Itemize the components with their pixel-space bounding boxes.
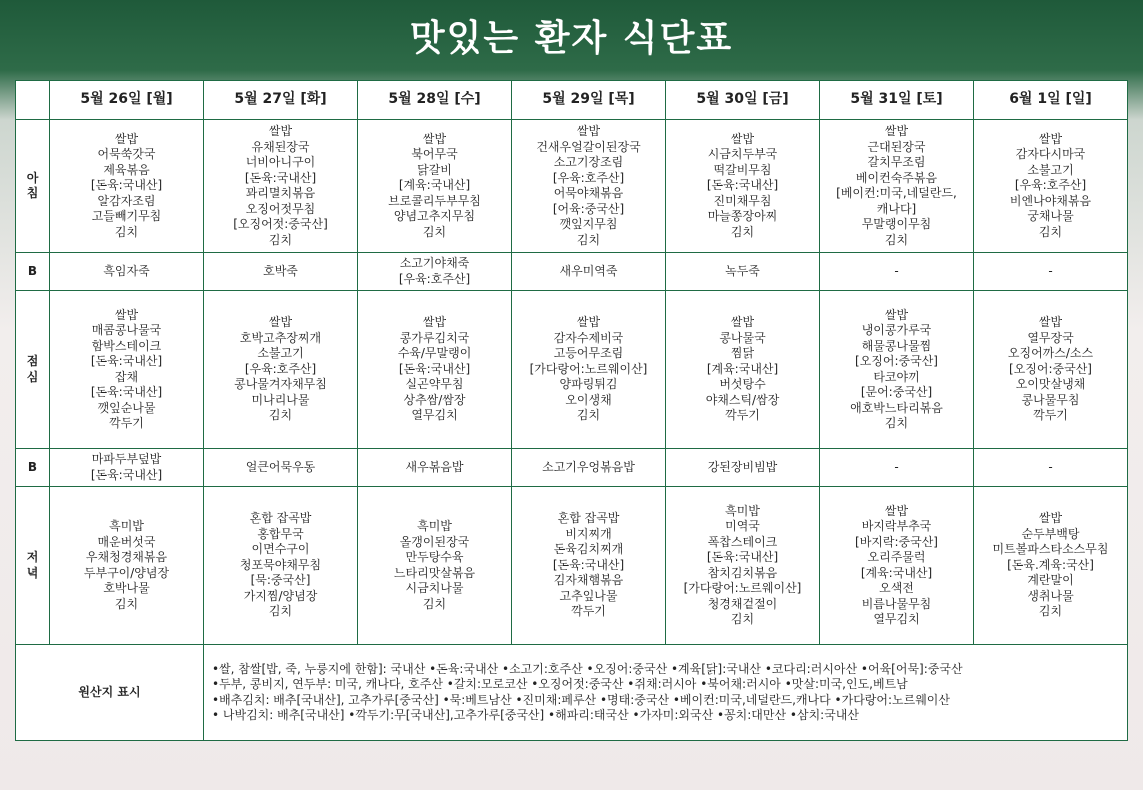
menu-item: 소고기장조림 xyxy=(553,155,624,169)
menu-item: 꽈리멸치볶음 xyxy=(245,186,316,200)
menu-item: 시금치나물 xyxy=(405,581,464,595)
menu-item: 쌀밥 xyxy=(1038,315,1063,330)
menu-item: 김치 xyxy=(1038,224,1063,239)
menu-cell xyxy=(204,120,358,253)
menu-item: 쌀밥 xyxy=(268,124,293,138)
menu-item: 김치 xyxy=(268,232,293,247)
menu-item: 이면수구이 xyxy=(251,542,310,557)
menu-item: 냉이콩가루국 xyxy=(861,323,932,337)
menu-cell xyxy=(820,291,974,449)
menu-item: [오징어:중국산] xyxy=(855,354,938,368)
menu-item: 함박스테이크 xyxy=(91,338,162,353)
meal-label-char: 아 xyxy=(26,170,39,185)
menu-item: [베이컨:미국,네덜란드, xyxy=(836,186,957,200)
header-row xyxy=(16,81,1128,120)
menu-item: [우육:호주산] xyxy=(1014,178,1087,193)
menu-cell xyxy=(666,120,820,253)
menu-cell xyxy=(358,253,512,291)
menu-item: 올갱이된장국 xyxy=(399,534,470,549)
menu-item: 콩나물겨자채무침 xyxy=(234,377,327,392)
menu-item: [돈육:국내산] xyxy=(90,467,163,482)
menu-item: 잡채 xyxy=(114,369,139,384)
menu-item: 쌀밥 xyxy=(730,315,755,330)
menu-item: 너비아니구이 xyxy=(245,155,316,169)
menu-item: [우육:호주산] xyxy=(552,170,625,185)
menu-cell xyxy=(512,120,666,253)
menu-item: [묵:중국산] xyxy=(250,573,311,588)
day-header: 5월 29일 [목] xyxy=(512,81,666,120)
menu-item: 소고기우엉볶음밥 xyxy=(542,459,635,474)
menu-cell xyxy=(512,449,666,487)
menu-cell xyxy=(820,487,974,645)
menu-item: 닭갈비 xyxy=(417,162,452,177)
menu-cell xyxy=(204,449,358,487)
menu-item: 폭찹스테이크 xyxy=(707,534,778,549)
menu-item: 흑임자죽 xyxy=(103,263,150,278)
menu-item: 제육볶음 xyxy=(103,162,150,177)
menu-item: 애호박느타리볶음 xyxy=(850,400,943,415)
menu-item: 쌀밥 xyxy=(1038,511,1063,526)
menu-cell xyxy=(50,291,204,449)
menu-item: 혼합 잡곡밥 xyxy=(557,511,620,526)
day-header: 5월 26일 [월] xyxy=(50,81,204,120)
menu-item: [돈육:국내산] xyxy=(398,361,471,376)
menu-item: 갈치무조림 xyxy=(867,155,926,169)
menu-item: 실곤약무침 xyxy=(405,377,464,392)
menu-item: 김치 xyxy=(730,224,755,239)
menu-item: 오리주물럭 xyxy=(867,550,926,564)
menu-item: 콩나물무침 xyxy=(1021,392,1080,407)
menu-item: 깻잎순나물 xyxy=(97,400,156,415)
menu-cell xyxy=(820,120,974,253)
snack-row-afternoon xyxy=(16,449,1128,487)
origin-line: •배추김치: 배추[국내산], 고추가루[중국산] •묵:베트남산 •진미채:페루산 •명태:중국산 •베이컨:미국,네덜란드,캐나다 •가다랑어:노르웨이산 xyxy=(212,692,950,707)
day-header: 5월 30일 [금] xyxy=(666,81,820,120)
menu-item: 김치 xyxy=(422,224,447,239)
menu-item: 쌀밥 xyxy=(884,503,909,518)
menu-item: 홍합무국 xyxy=(257,526,304,541)
origin-text xyxy=(204,645,1128,741)
origin-line: •두부, 콩비지, 연두부: 미국, 캐나다, 호주산 •갈치:모로코산 •오징어젓:중국산 •쥐채:러시아 •북어채:러시아 •맛살:미국,인도,베트남 xyxy=(212,677,908,691)
menu-item: 어묵쑥갓국 xyxy=(97,147,156,162)
meal-label-char: B xyxy=(27,459,38,474)
menu-item: 열무김치 xyxy=(873,612,920,626)
menu-item: 청포묵야채무침 xyxy=(239,557,322,572)
menu-item: 수육/무말랭이 xyxy=(397,346,472,361)
menu-item: 돈육김치찌개 xyxy=(553,542,624,557)
day-header: 5월 31일 [토] xyxy=(820,81,974,120)
menu-cell xyxy=(974,449,1128,487)
menu-cell xyxy=(820,253,974,291)
breakfast-row xyxy=(16,120,1128,253)
menu-item: 가지찜/양념장 xyxy=(243,588,318,603)
menu-cell xyxy=(358,120,512,253)
meal-label-char: B xyxy=(27,263,38,278)
menu-item: 유채된장국 xyxy=(251,139,310,154)
menu-item: 비지찌개 xyxy=(565,526,612,541)
menu-item: 김치 xyxy=(114,596,139,611)
menu-item: 양념고추지무침 xyxy=(393,209,476,224)
menu-item: [돈육:국내산] xyxy=(706,550,779,564)
menu-item: [가다랑어:노르웨이산] xyxy=(529,361,648,376)
menu-item: 오이생채 xyxy=(565,392,612,407)
menu-item: 쌀밥 xyxy=(114,307,139,322)
menu-item: 계란말이 xyxy=(1027,573,1074,588)
menu-item: 김치 xyxy=(884,232,909,247)
menu-item: 소불고기 xyxy=(257,346,304,361)
menu-item: 쌀밥 xyxy=(884,124,909,138)
menu-item: 상추쌈/쌈장 xyxy=(403,392,466,407)
menu-item: 열무김치 xyxy=(411,408,458,423)
menu-item: [오징어:중국산] xyxy=(1009,361,1092,376)
menu-item: 강된장비빔밥 xyxy=(707,459,778,474)
menu-item: 쌀밥 xyxy=(576,315,601,330)
menu-item: 근대된장국 xyxy=(867,139,926,154)
menu-cell xyxy=(50,449,204,487)
menu-item: 깍두기 xyxy=(109,416,144,430)
menu-item: 소불고기 xyxy=(1027,162,1074,177)
menu-cell xyxy=(974,291,1128,449)
menu-item: 마파두부덮밥 xyxy=(91,452,162,466)
menu-item: 고추잎나물 xyxy=(559,588,618,603)
menu-item: 비름나물무침 xyxy=(861,596,932,611)
menu-item: [계육:국내산] xyxy=(860,565,933,580)
menu-item: 북어무국 xyxy=(411,147,458,162)
menu-item: 호박죽 xyxy=(263,263,298,278)
menu-item: 우채청경채볶음 xyxy=(85,550,168,564)
menu-item: 김치 xyxy=(114,224,139,239)
menu-item: 혼합 잡곡밥 xyxy=(249,511,312,526)
menu-item: 콩가루김치국 xyxy=(399,330,470,345)
menu-item: 쌀밥 xyxy=(114,131,139,146)
day-header: 5월 27일 [화] xyxy=(204,81,358,120)
corner-cell xyxy=(16,81,50,120)
menu-cell xyxy=(666,291,820,449)
meal-label xyxy=(16,120,50,253)
menu-item: 쌀밥 xyxy=(730,131,755,146)
menu-item: 떡갈비무침 xyxy=(713,162,772,177)
menu-item: 호박고추장찌개 xyxy=(239,330,322,345)
menu-item: 흑미밥 xyxy=(109,519,144,533)
menu-cell xyxy=(974,487,1128,645)
menu-item: 김치 xyxy=(884,416,909,430)
menu-cell xyxy=(358,487,512,645)
menu-item: 바지락부추국 xyxy=(861,519,932,533)
menu-item: [어육:중국산] xyxy=(552,201,625,216)
menu-item: 쌀밥 xyxy=(1038,131,1063,146)
menu-item: 마늘쫑장아찌 xyxy=(707,209,778,224)
menu-item: 무말랭이무침 xyxy=(861,217,932,231)
menu-item: 얼큰어묵우동 xyxy=(245,459,316,474)
menu-item: 매운버섯국 xyxy=(97,534,156,549)
menu-item: 진미채무침 xyxy=(713,193,772,208)
menu-cell xyxy=(204,487,358,645)
day-header: 5월 28일 [수] xyxy=(358,81,512,120)
menu-cell xyxy=(666,253,820,291)
menu-cell xyxy=(820,449,974,487)
menu-item: 시금치두부국 xyxy=(707,147,778,162)
menu-item: 순두부백탕 xyxy=(1021,526,1080,541)
menu-item: 흑미밥 xyxy=(417,519,452,533)
menu-item: 김치 xyxy=(1038,604,1063,619)
day-header: 6월 1일 [일] xyxy=(974,81,1128,120)
menu-cell xyxy=(512,487,666,645)
menu-item: 만두탕수육 xyxy=(405,550,464,564)
menu-item: 궁채나물 xyxy=(1027,209,1074,224)
menu-cell xyxy=(666,487,820,645)
menu-item: [돈육.계육:국산] xyxy=(1007,557,1094,572)
meal-label-char: 심 xyxy=(26,369,39,384)
menu-item: 건새우얼갈이된장국 xyxy=(536,139,641,154)
menu-item: 소고기야채죽 xyxy=(399,256,470,270)
menu-item: 깍두기 xyxy=(725,408,760,423)
menu-item: 미역국 xyxy=(725,519,760,533)
menu-item: 오징어까스/소스 xyxy=(1007,346,1094,361)
menu-item: [우육:호주산] xyxy=(398,271,471,286)
menu-item: 감자다시마국 xyxy=(1015,147,1086,162)
menu-item: 김치 xyxy=(730,612,755,626)
menu-item: 느타리맛살볶음 xyxy=(393,565,476,580)
meal-label-char: 저 xyxy=(26,550,39,564)
menu-cell xyxy=(974,253,1128,291)
menu-item: [계육:국내산] xyxy=(398,178,471,193)
origin-line: •쌀, 참쌀[밥, 죽, 누룽지에 한함]: 국내산 •돈육:국내산 •소고기:호주산 •오징어:중국산 •계육[닭]:국내산 •코다리:러시아산 •어육[어묵]:중국산 xyxy=(212,661,963,676)
menu-item: 베이컨숙주볶음 xyxy=(855,170,938,185)
lunch-row xyxy=(16,291,1128,449)
meal-label-char: 녁 xyxy=(26,565,39,580)
menu-item: 김치 xyxy=(576,408,601,423)
menu-item: 캐나다] xyxy=(876,201,917,216)
meal-label-char: 점 xyxy=(26,354,39,368)
origin-row xyxy=(16,645,1128,741)
menu-cell xyxy=(666,449,820,487)
menu-item: 오이맛살냉채 xyxy=(1015,377,1086,392)
menu-item: 어묵야채볶음 xyxy=(553,186,624,200)
menu-item: 쌀밥 xyxy=(422,315,447,330)
menu-item: 김치 xyxy=(576,232,601,247)
menu-item: 두부구이/양념장 xyxy=(83,565,170,580)
meal-label-char: 침 xyxy=(26,186,39,200)
menu-item: 녹두죽 xyxy=(725,263,760,278)
menu-item: - xyxy=(1048,263,1053,278)
menu-item: 깻잎지무침 xyxy=(559,217,618,231)
menu-item: 고들빼기무침 xyxy=(91,209,162,224)
menu-item: 타코야끼 xyxy=(873,369,920,384)
menu-item: 깍두기 xyxy=(571,604,606,619)
meal-label xyxy=(16,253,50,291)
menu-item: 새우볶음밥 xyxy=(405,459,464,474)
page-title: 맛있는 환자 식단표 xyxy=(409,18,734,59)
menu-cell xyxy=(974,120,1128,253)
meal-label xyxy=(16,449,50,487)
menu-item: 깍두기 xyxy=(1033,408,1068,423)
menu-cell xyxy=(50,253,204,291)
menu-cell xyxy=(358,449,512,487)
menu-item: [우육:호주산] xyxy=(244,361,317,376)
menu-item: 감자수제비국 xyxy=(553,330,624,345)
menu-item: 열무장국 xyxy=(1027,330,1074,345)
menu-item: [계육:국내산] xyxy=(706,361,779,376)
menu-item: 흑미밥 xyxy=(725,503,760,518)
menu-item: 매콤콩나물국 xyxy=(91,323,162,337)
menu-item: 쌀밥 xyxy=(268,315,293,330)
menu-item: 쌀밥 xyxy=(576,124,601,138)
menu-cell xyxy=(358,291,512,449)
menu-item: 청경채겉절이 xyxy=(707,596,778,611)
menu-cell xyxy=(50,487,204,645)
menu-item: [돈육:국내산] xyxy=(90,385,163,399)
menu-item: 미트볼파스타소스무침 xyxy=(992,542,1109,557)
menu-item: 참치김치볶음 xyxy=(707,565,778,580)
menu-cell xyxy=(50,120,204,253)
menu-item: [바지락:중국산] xyxy=(855,534,938,549)
menu-item: [돈육:국내산] xyxy=(244,170,317,185)
menu-cell xyxy=(512,253,666,291)
menu-item: [돈육:국내산] xyxy=(90,178,163,193)
menu-item: 김자채햄볶음 xyxy=(553,573,624,588)
menu-item: 버섯탕수 xyxy=(719,377,766,392)
menu-item: 오색전 xyxy=(879,581,914,595)
menu-item: 고등어무조림 xyxy=(553,346,624,361)
menu-item: - xyxy=(1048,459,1053,474)
menu-item: 김치 xyxy=(268,408,293,423)
menu-item: [돈육:국내산] xyxy=(706,178,779,193)
menu-item: 호박나물 xyxy=(103,581,150,595)
menu-item: 김치 xyxy=(268,604,293,619)
menu-item: - xyxy=(894,263,899,278)
menu-item: 비엔나야채볶음 xyxy=(1009,193,1092,208)
dinner-row xyxy=(16,487,1128,645)
menu-item: 브로콜리두부무침 xyxy=(388,193,481,208)
menu-item: [돈육:국내산] xyxy=(552,557,625,572)
menu-item: 콩나물국 xyxy=(719,330,766,345)
menu-item: 쌀밥 xyxy=(884,307,909,322)
menu-cell xyxy=(204,291,358,449)
snack-row-morning xyxy=(16,253,1128,291)
menu-item: 김치 xyxy=(422,596,447,611)
menu-item: [가다랑어:노르웨이산] xyxy=(683,581,802,595)
menu-item: 쌀밥 xyxy=(422,131,447,146)
menu-item: 오징어젓무침 xyxy=(245,201,316,216)
menu-item: 찜닭 xyxy=(730,346,755,361)
menu-item: [오징어젓:중국산] xyxy=(233,217,328,231)
menu-cell xyxy=(204,253,358,291)
menu-item: 알감자조림 xyxy=(97,193,156,208)
menu-item: 야채스틱/쌈장 xyxy=(705,392,780,407)
menu-item: 새우미역죽 xyxy=(559,263,618,278)
menu-item: 해물콩나물찜 xyxy=(861,338,932,353)
menu-cell xyxy=(512,291,666,449)
meal-label xyxy=(16,487,50,645)
menu-item: 미나리나물 xyxy=(251,392,310,407)
origin-line: • 나박김치: 배추[국내산] •깍두기:무[국내산],고추가루[중국산] •해파리:태국산 •가자미:외국산 •꽁치:대만산 •삼치:국내산 xyxy=(212,708,859,722)
origin-label: 원산지 표시 xyxy=(16,645,204,741)
menu-item: 생취나물 xyxy=(1027,588,1074,603)
menu-item: [돈육:국내산] xyxy=(90,354,163,368)
meal-label xyxy=(16,291,50,449)
menu-item: - xyxy=(894,459,899,474)
menu-item: 양파링튀김 xyxy=(559,377,618,392)
menu-item: [문어:중국산] xyxy=(860,385,933,399)
meal-plan-table xyxy=(15,80,1128,741)
